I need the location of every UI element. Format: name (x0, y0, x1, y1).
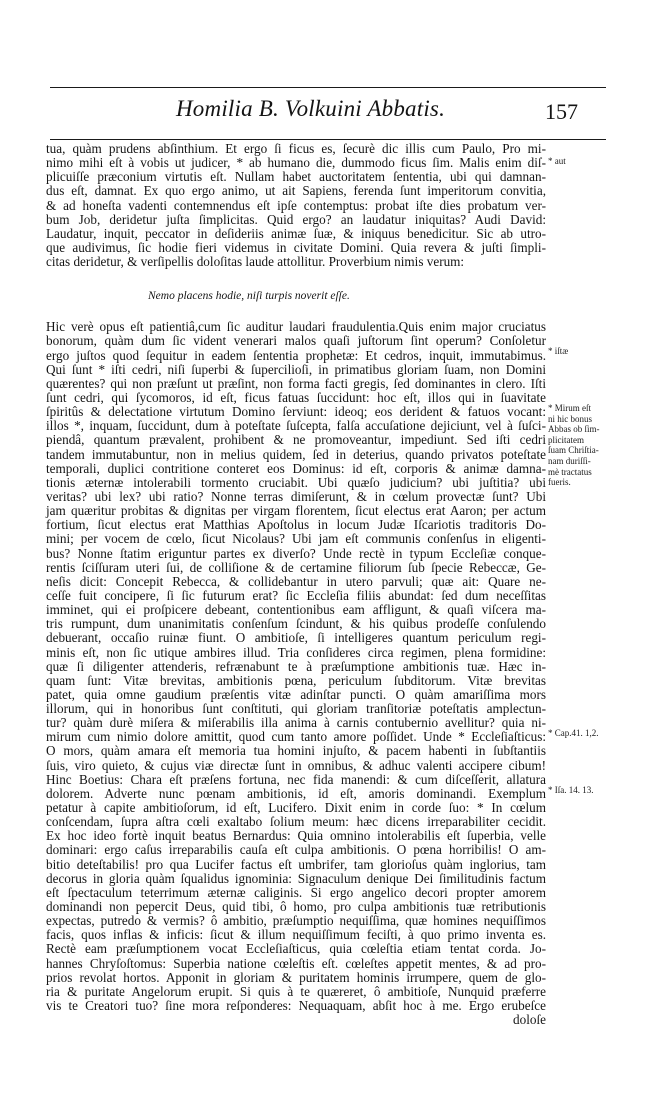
text-line: rentis ſciſſuram uteri ſui, de colliſione & de certamine filiorum ſub ſpecie Rebeccæ, Ge- (46, 559, 546, 575)
text-line: bus? Nonne ſtatim eriguntur partes ex diverſo? Unde rectè in typum Eccleſiæ conque- (46, 545, 546, 561)
margin-note-line: nam duriſſi- (548, 455, 591, 466)
text-line: ſunt cedri, qui ſycomoros, id eſt, ficus fatuas ſuccidunt: hoc eſt, illos qui in ſuavitate (46, 389, 546, 405)
margin-note-isa: * Iſa. 14. 13. (548, 785, 594, 795)
text-line: patet, quia omne gaudium præſentis vitæ adinſtar puncti. O quàm amariſſima mors (46, 686, 546, 702)
text-line: minis eſt, non ſic utique ambires illud. Tria conſideres circa regimen, plena formidine: (46, 644, 546, 660)
text-line: bonorum, quàm dum ſic vident venerari malos quaſi juſtorum ſint operum? Conſoletur (46, 333, 546, 349)
text-line: eſt ſpectaculum teterrimum æternæ caliginis. Si ergo angelico decori propter amorem (46, 884, 546, 900)
text-line: Ex hoc ideo fortè inquit beatus Bernardus: Quia omnino intolerabilis eſt ſuperbia, velle (46, 828, 546, 844)
text-line: petatur à capite ambitioſorum, id eſt, Lucifero. Dixit enim in corde ſuo: * In cœlum (46, 800, 546, 816)
text-line: nimo mihi eſt à vobis ut judicer, * ab humano die, dummodo ficus ſim. Malis enim diſ- (46, 155, 546, 171)
text-line: & ad honeſta vadenti contemnendus eſt ipſe contemptus: probat iſte dies probatum ver- (46, 197, 546, 213)
text-line: prios revolat hortos. Apponit in gloriam & puritatem hominis irrumpere, quem de glo- (46, 969, 546, 985)
text-line: ergo juſtos quod ſequitur in eadem ſententia prophetæ: Et cedros, inquit, immutabimus. (46, 347, 546, 363)
margin-note-line: Abbas ob ſim- (548, 424, 600, 435)
text-line: O mors, quàm amara eſt memoria tua homini injuſto, & pacem habenti in ſubſtantiis (46, 743, 546, 759)
text-line: expectas, putredo & vermis? ô ambitio, præſumptio nequiſſima, quæ homines nequiſſimos (46, 913, 546, 929)
header-bottom-rule (50, 139, 606, 140)
margin-note-aut: * aut (548, 156, 566, 166)
running-title: Homilia B. Volkuini Abbatis. (176, 96, 446, 121)
text-line: tur? quàm durè miſera & miſerabilis illa anima à carnis contubernio avellitur? quia ni- (46, 715, 546, 731)
header-top-rule (50, 87, 606, 88)
text-line: facis, quos inflas & inficis: ſicut & illum nequiſſimum feciſti, à quo primo inventa es. (46, 927, 546, 943)
text-line: tionis æternæ intolerabili tormento cruciabit. Ubi quæſo judicium? ubi juſtitia? ubi (46, 474, 546, 490)
text-line: plicuiſſe præconium virtutis eſt. Nullam habet auctoritatem ſententia, ubi qui damnan- (46, 169, 546, 185)
text-line: neſis dicit: Concepit Rebecca, & collidebantur in utero parvuli; quæ ait: Quare ne- (46, 573, 546, 589)
text-line: debuerant, occaſio ruinæ fiunt. O ambitioſe, ſi intelligeres quantum periculum regi- (46, 630, 546, 646)
text-line: dominandi non pepercit Deus, quid tibi, ô homo, pro culpa ambitionis tuæ retributionis (46, 899, 546, 915)
margin-note-iste: * iſtæ (548, 346, 569, 356)
text-line: dominari: ergo caſus irreparabilis cauſa eſt culpa ambitionis. O pœna horribilis! O am- (46, 842, 546, 858)
margin-note-cap41: * Cap.41. 1,2. (548, 728, 599, 738)
text-line: Qui ſunt * iſti cedri, niſi ſuperbi & ſupercilioſi, in primatibus gloriam ſuam, non Domini (46, 361, 546, 377)
motto-verse: Nemo placens hodie, niſi turpis noverit eſſe. (148, 290, 350, 303)
text-line: tris rumpunt, dum unanimitatis conſenſum ſcindunt, & his quibus prodeſſe conſulendo (46, 616, 546, 632)
text-line: tandem immutabuntur, non in melius quidem, ſed in deterius, quando privatos poteſtate (46, 446, 546, 462)
text-line: piendâ, quantum prævalent, prohibent & ne promoveantur, impediunt. Sed iſti cedri (46, 432, 546, 448)
body-text (46, 142, 546, 1027)
text-line: quærentes? qui non præſunt ut præſint, non forma facti gregis, ſed dominantes in clero. Iſti (46, 375, 546, 391)
margin-note-line: ni hic bonus (548, 413, 592, 424)
text-line: quæ ſi diligenter attenderis, refrænabunt te à præſumptione ambitionis tuæ. Hæc in- (46, 658, 546, 674)
text-line: temporali, duplici contritione conteret eos Dominus: id eſt, corporis & animæ damna- (46, 460, 546, 476)
text-line: mirum cum nimio dolore amittit, quod cum tanto amore poſſidet. Unde * Eccleſiaſticus: (46, 729, 546, 745)
text-line: mini; per vocem de cœlo, ſicut Nicolaus? Ubi jam eſt communis conſenſus in eligenti- (46, 531, 546, 547)
text-line: decorus in gloria quàm ſqualidus ignominia: Signaculum denique Dei ſimilitudinis factum (46, 870, 546, 886)
paragraph-1 (46, 142, 546, 269)
text-line: fortium, ſicut electus erat Matthias Apoſtolus in locum Judæ Iſcariotis traditoris Do- (46, 517, 546, 533)
text-line: ſpiritûs & delectatione virtutum Domino ſerviunt: ideoq; eos derident & fatuos vocant: (46, 404, 546, 420)
text-line: dus eſt, damnat. Ex quo ergo animo, ut ait Sapiens, ferenda ſunt imperitorum convitia, (46, 183, 546, 199)
text-line: que audivimus, ſic hodie fieri videmus in civitate Domini. Quia revera & juſti ſimpli- (46, 239, 546, 255)
text-line: imminet, qui ei proſpicere debeant, contentionibus eam affligunt, & quaſi viſcera ma- (46, 602, 546, 618)
text-line: quam ſunt: Vitæ brevitas, ambitionis pœna, periculum ſubditorum. Vitæ brevitas (46, 672, 546, 688)
text-line: Hic verè opus eſt patientiâ,cum ſic auditur laudari fraudulentia.Quis enim major cruciatus (46, 319, 546, 335)
margin-note-mirum (548, 403, 600, 488)
margin-note-line: fueris. (548, 477, 571, 488)
text-line: illos *, inquam, ſuccidunt, dum à poteſtate ſuſcepta, falſa accuſatione dejiciunt, vel à ſuſci- (46, 418, 546, 434)
text-line: Rectè eam præſumptionem vocat Eccleſiaſticus, quia cœleſtia etiam tentat corda. Jo- (46, 941, 546, 957)
paragraph-2 (46, 320, 546, 1013)
margin-note-line: plicitatem (548, 434, 584, 445)
text-line: Hinc Boetius: Chara eſt præſens fortuna, nec fida manendi: & cum diſceſſerit, allatura (46, 771, 546, 787)
text-line: ria & puritate Angelorum erupit. Si quis à te quæreret, ô ambitioſe, Nunquid præferre (46, 983, 546, 999)
text-line: conſcendam, ſupra aſtra cœli exaltabo ſolium meum: hæc dicens irreparabiliter cecidit. (46, 814, 546, 830)
page-number: 157 (545, 99, 578, 124)
catchword: doloſe (513, 1012, 546, 1028)
text-line: ſuis, viro quieto, & cujus viæ directæ ſunt in omnibus, & adhuc valenti accipere cibum! (46, 757, 546, 773)
text-line: hannes Chryſoſtomus: Superbia natione cœleſtis eſt. cœleſtes appetit mentes, & ad pro- (46, 955, 546, 971)
text-line: tua, quàm prudens abſinthium. Et ergo ſi ficus es, ſecurè dic illis cum Paulo, Pro mi- (46, 141, 546, 156)
text-line: dolorem. Adverte nunc pœnam ambitionis, id eſt, amoris dominandi. Exemplum (46, 785, 546, 801)
text-line: veritas? ubi lex? ubi ratio? Nonne terras dimiſerunt, & in cœlum provectæ ſunt? Ubi (46, 488, 546, 504)
margin-note-line: mè tractatus (548, 466, 592, 477)
margin-note-line: ſuam Chriſtia- (548, 445, 599, 456)
text-line: citas deridetur, & verſipellis doloſitas laude attollitur. Proverbium nimis verum: (46, 254, 465, 270)
text-line: bum Job, deridetur juſta ſimplicitas. Quid ergo? an laudatur iniquitas? Audi David: (46, 211, 546, 227)
text-line: vis te Creatori tuo? ſine mora reſponderes: Nequaquam, abſit hoc à me. Ergo erubeſce (46, 998, 546, 1014)
text-line: ceſſe fuit concipere, ſi ſic futurum erat? ſic Eccleſia filiis abundat: ſed dum neceſſitas (46, 587, 546, 603)
text-line: jam quæritur probitas & dignitas per virgam florentem, ſicut electus erat Aaron; per actum (46, 503, 546, 519)
margin-note-line: * Mirum eſt (548, 403, 591, 413)
text-line: illorum, qui in honoribus ſunt conſtituti, qui gloriam tranſitoriæ poteſtatis amplectun- (46, 701, 546, 717)
text-line: bitio deteſtabilis! pro qua Lucifer factus eſt umbrifer, tam glorioſus quàm inglorius, tam (46, 856, 546, 872)
text-line: Laudatur, inquit, peccator in deſideriis animæ ſuæ, & iniquus benedicitur. Sic ab utro- (46, 225, 546, 241)
